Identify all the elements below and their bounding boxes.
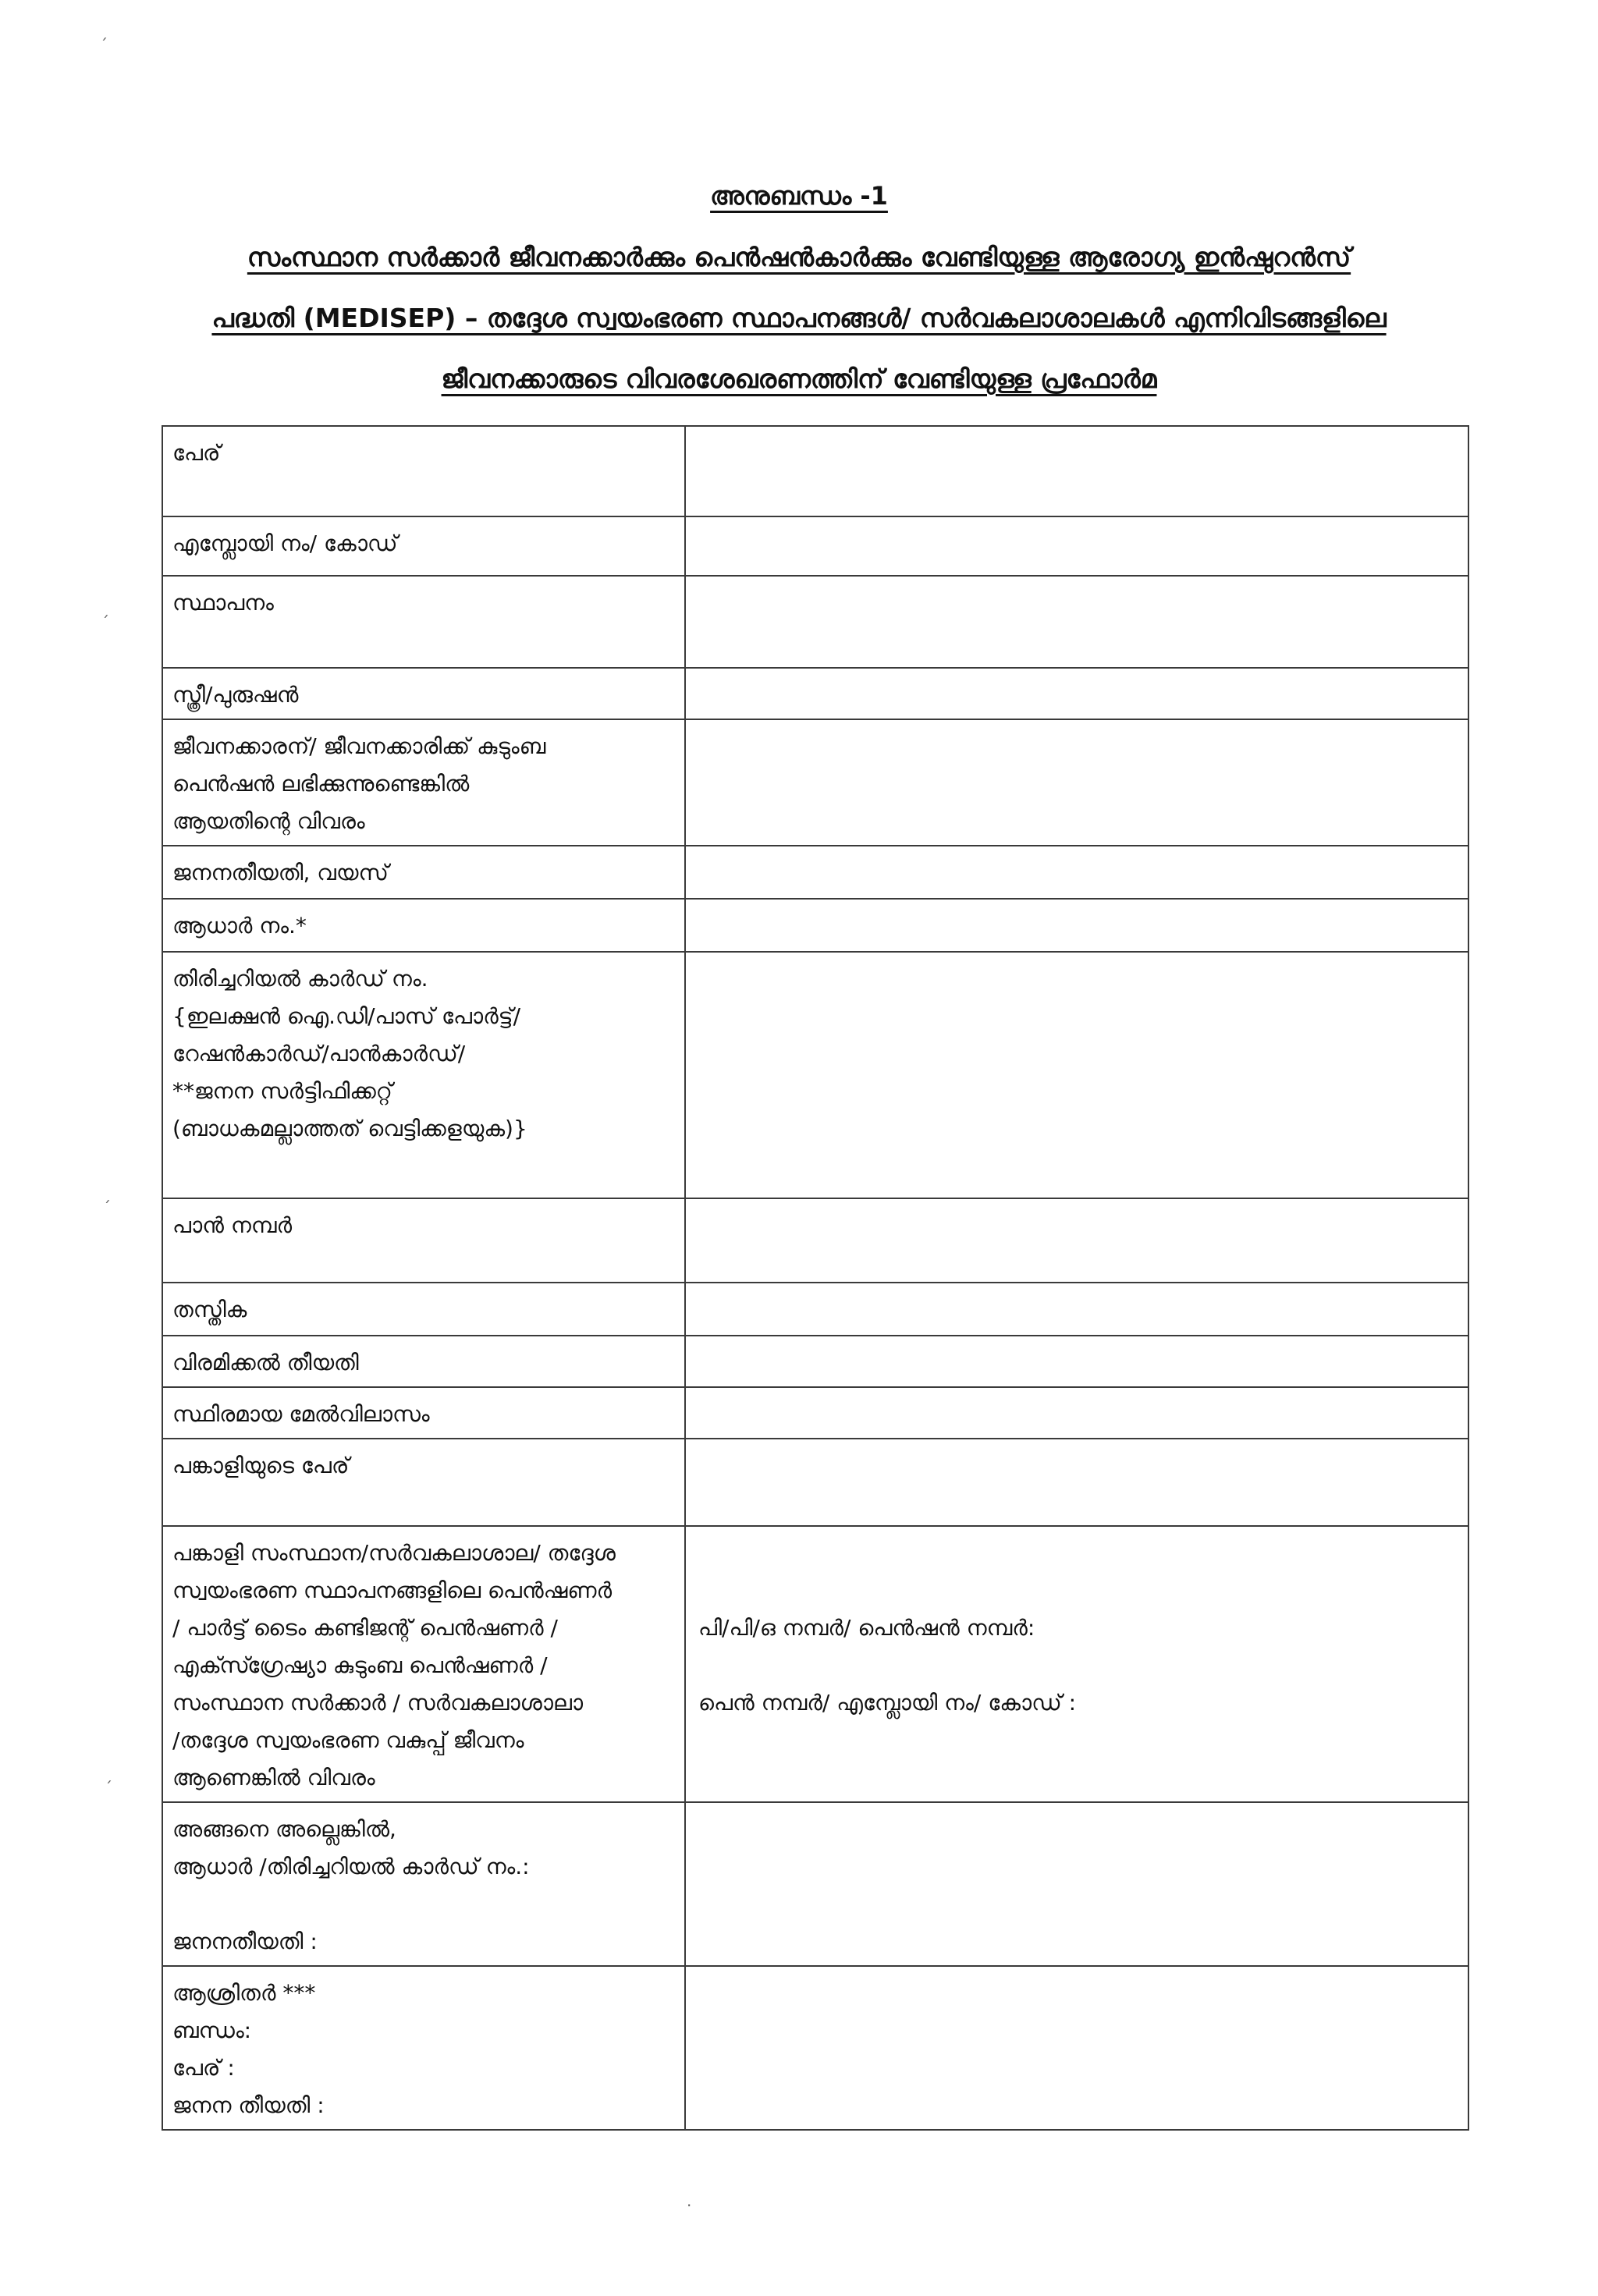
field-spouse-name[interactable] <box>685 1439 1468 1526</box>
label-spouse-details: പങ്കാളി സംസ്ഥാന/സർവകലാശാല/ തദ്ദേശ സ്വയംഭരണ സ്ഥാപനങ്ങളിലെ പെൻഷണർ / പാർട്ട് ടൈം കണ്ടിജന്റ് പെൻഷണർ / എക്സ്ഗ്രേഷ്യാ കുടുംബ പെൻഷണർ / സംസ്ഥാന സർക്കാർ / സർവകലാശാലാ /തദ്ദേശ സ്വയംഭരണ വകുപ്പ് ജീവനം ആണെങ്കിൽ വിവരം <box>162 1526 685 1802</box>
row-gender <box>162 668 1468 719</box>
field-name[interactable] <box>685 426 1468 516</box>
label-institution: സ്ഥാപനം <box>162 576 685 668</box>
row-spouse-details <box>162 1526 1468 1802</box>
field-family-pension[interactable] <box>685 719 1468 846</box>
field-retirement-date[interactable] <box>685 1336 1468 1387</box>
row-designation <box>162 1283 1468 1336</box>
label-spouse-aadhaar-dob: അങ്ങനെ അല്ലെങ്കിൽ, ആധാർ /തിരിച്ചറിയൽ കാർഡ് നം.: ജനനതീയതി : <box>162 1802 685 1966</box>
row-spouse-name <box>162 1439 1468 1526</box>
annex-title: അനുബന്ധം -1 <box>710 181 888 211</box>
label-aadhaar: ആധാർ നം.* <box>162 899 685 952</box>
label-employee-code: എമ്പ്ലോയി നം/ കോഡ് <box>162 516 685 576</box>
label-id-card: തിരിച്ചറിയൽ കാർഡ് നം. {ഇലക്ഷൻ ഐ.ഡി/പാസ് പോർട്ട്/ റേഷൻകാർഡ്/പാൻകാർഡ്/ **ജനന സർട്ടിഫിക്കറ്റ് (ബാധകമല്ലാത്തത് വെട്ടിക്കളയുക)} <box>162 952 685 1198</box>
scan-speck: ˏ <box>105 1765 112 1783</box>
form-title-line-2: പദ്ധതി (MEDISEP) – തദ്ദേശ സ്വയംഭരണ സ്ഥാപനങ്ങൾ/ സർവകലാശാലകൾ എന്നിവിടങ്ങളിലെ <box>211 303 1387 333</box>
label-gender: സ്ത്രീ/പുരുഷൻ <box>162 668 685 719</box>
field-id-card[interactable] <box>685 952 1468 1198</box>
proforma-table <box>162 425 1469 2131</box>
label-designation: തസ്തിക <box>162 1283 685 1336</box>
label-dependents: ആശ്രിതർ *** ബന്ധം: പേര് : ജനന തീയതി : <box>162 1966 685 2130</box>
field-dependents[interactable] <box>685 1966 1468 2130</box>
label-spouse-name: പങ്കാളിയുടെ പേര് <box>162 1439 685 1526</box>
scan-speck: · <box>687 2196 692 2215</box>
form-title-line-1: സംസ്ഥാന സർക്കാർ ജീവനക്കാർക്കും പെൻഷൻകാർക്കും വേണ്ടിയുള്ള ആരോഗ്യ ഇൻഷുറൻസ് <box>247 242 1351 272</box>
field-spouse-details[interactable]: പി/പി/ഒ നമ്പർ/ പെൻഷൻ നമ്പർ: പെൻ നമ്പർ/ എമ്പ്ലോയി നം/ കോഡ് : <box>685 1526 1468 1802</box>
field-spouse-aadhaar-dob[interactable] <box>685 1802 1468 1966</box>
label-family-pension: ജീവനക്കാരന്/ ജീവനക്കാരിക്ക് കുടുംബ പെൻഷൻ ലഭിക്കുന്നുണ്ടെങ്കിൽ ആയതിന്റെ വിവരം <box>162 719 685 846</box>
field-designation[interactable] <box>685 1283 1468 1336</box>
row-aadhaar <box>162 899 1468 952</box>
row-dob-age <box>162 846 1468 899</box>
row-pan <box>162 1198 1468 1283</box>
scan-speck: ˏ <box>103 1184 111 1203</box>
field-employee-code[interactable] <box>685 516 1468 576</box>
field-dob-age[interactable] <box>685 846 1468 899</box>
label-retirement-date: വിരമിക്കൽ തീയതി <box>162 1336 685 1387</box>
row-retirement-date <box>162 1336 1468 1387</box>
form-title-line-3: ജീവനക്കാരുടെ വിവരശേഖരണത്തിന് വേണ്ടിയുള്ള പ്രഫോർമ <box>441 364 1157 394</box>
row-institution <box>162 576 1468 668</box>
field-permanent-address[interactable] <box>685 1387 1468 1439</box>
label-name: പേര് <box>162 426 685 516</box>
field-gender[interactable] <box>685 668 1468 719</box>
row-spouse-aadhaar-dob <box>162 1802 1468 1966</box>
row-name <box>162 426 1468 516</box>
scan-speck: ˏ <box>100 22 108 41</box>
row-family-pension <box>162 719 1468 846</box>
label-dob-age: ജനനതീയതി, വയസ് <box>162 846 685 899</box>
row-id-card <box>162 952 1468 1198</box>
field-aadhaar[interactable] <box>685 899 1468 952</box>
scan-speck: ˏ <box>101 599 109 618</box>
field-institution[interactable] <box>685 576 1468 668</box>
row-permanent-address <box>162 1387 1468 1439</box>
row-dependents <box>162 1966 1468 2130</box>
label-permanent-address: സ്ഥിരമായ മേൽവിലാസം <box>162 1387 685 1439</box>
label-pan: പാൻ നമ്പർ <box>162 1198 685 1283</box>
row-employee-code <box>162 516 1468 576</box>
field-pan[interactable] <box>685 1198 1468 1283</box>
